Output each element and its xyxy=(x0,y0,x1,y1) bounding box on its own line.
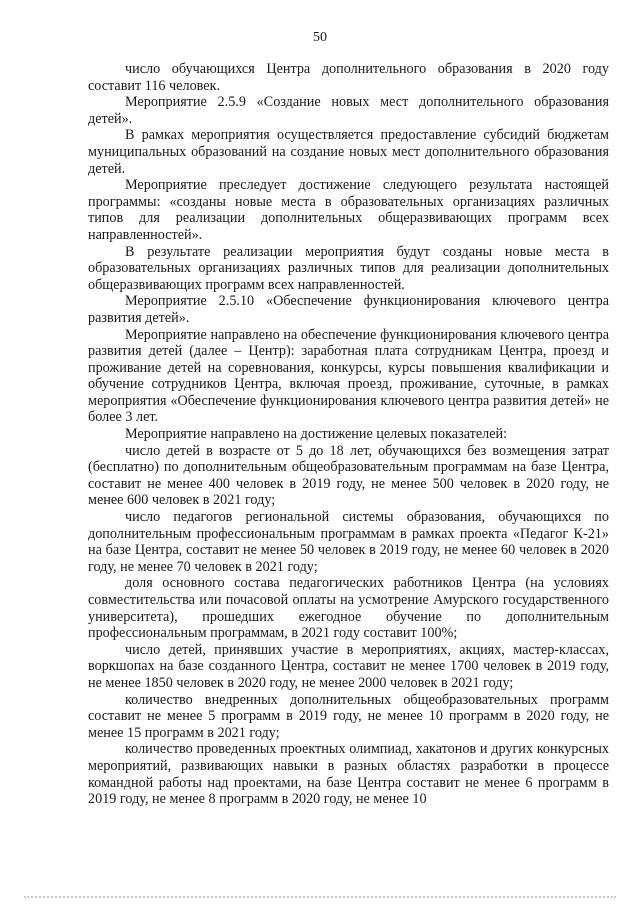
paragraph: Мероприятие направлено на обеспечение функционирования ключевого центра развития детей (далее – Центр): заработная плата сотрудникам Центра, проезд и проживание детей на соревнования, конкурсы, курсы повышения квалификации и обучение сотрудников Центра, включая проезд, проживание, суточные, в рамках мероприятия «Обеспечение функционирования ключевого центра развития детей» не более 3 лет. xyxy=(88,326,609,426)
paragraph: Мероприятие 2.5.9 «Создание новых мест дополнительного образования детей». xyxy=(88,94,609,127)
paragraph: количество проведенных проектных олимпиад, хакатонов и других конкурсных мероприятий, развивающих навыки в разных областях разработки в процессе командной работы над проектами, на базе Центра составит не менее 6 программ в 2019 году, не менее 8 программ в 2020 году, не менее 10 xyxy=(88,741,609,808)
paragraph: В рамках мероприятия осуществляется предоставление субсидий бюджетам муниципальных образований на создание новых мест дополнительного образования детей. xyxy=(88,127,609,177)
paragraph: число детей в возрасте от 5 до 18 лет, обучающихся без возмещения затрат (бесплатно) по дополнительным общеобразовательным программам на базе Центра, составит не менее 400 человек в 2019 году, не менее 500 человек в 2020 году, не менее 600 человек в 2021 году; xyxy=(88,442,609,509)
page-number: 50 xyxy=(313,30,327,45)
paragraph: Мероприятие 2.5.10 «Обеспечение функционирования ключевого центра развития детей». xyxy=(88,293,609,326)
paragraph: доля основного состава педагогических работников Центра (на условиях совместительства или почасовой оплаты на усмотрение Амурского государственного университета), прошедших ежегодное обучение по дополнительным профессиональным программам, в 2021 году составит 100%; xyxy=(88,575,609,642)
paragraph: число обучающихся Центра дополнительного образования в 2020 году составит 116 человек. xyxy=(88,61,609,94)
scan-edge-smudge xyxy=(24,896,616,898)
paragraph: Мероприятие направлено на достижение целевых показателей: xyxy=(125,426,508,443)
document-body xyxy=(88,61,609,808)
paragraph: количество внедренных дополнительных общеобразовательных программ составит не менее 5 программ в 2019 году, не менее 10 программ в 2020 году, не менее 15 программ в 2021 году; xyxy=(88,691,609,741)
paragraph: Мероприятие преследует достижение следующего результата настоящей программы: «созданы новые места в образовательных организациях различных типов для реализации дополнительных общеразвивающих программ всех направленностей». xyxy=(88,177,609,243)
paragraph: число детей, принявших участие в мероприятиях, акциях, мастер-классах, воркшопах на базе созданного Центра, составит не менее 1700 человек в 2019 году, не менее 1850 человек в 2020 году, не менее 2000 человек в 2021 году; xyxy=(88,641,609,691)
paragraph: В результате реализации мероприятия будут созданы новые места в образовательных организациях различных типов для реализации дополнительных общеразвивающих программ всех направленностей. xyxy=(88,243,609,293)
paragraph: число педагогов региональной системы образования, обучающихся по дополнительным профессиональным программам в рамках проекта «Педагог К-21» на базе Центра, составит не менее 50 человек в 2019 году, не менее 60 человек в 2020 году, не менее 70 человек в 2021 году; xyxy=(88,509,609,575)
